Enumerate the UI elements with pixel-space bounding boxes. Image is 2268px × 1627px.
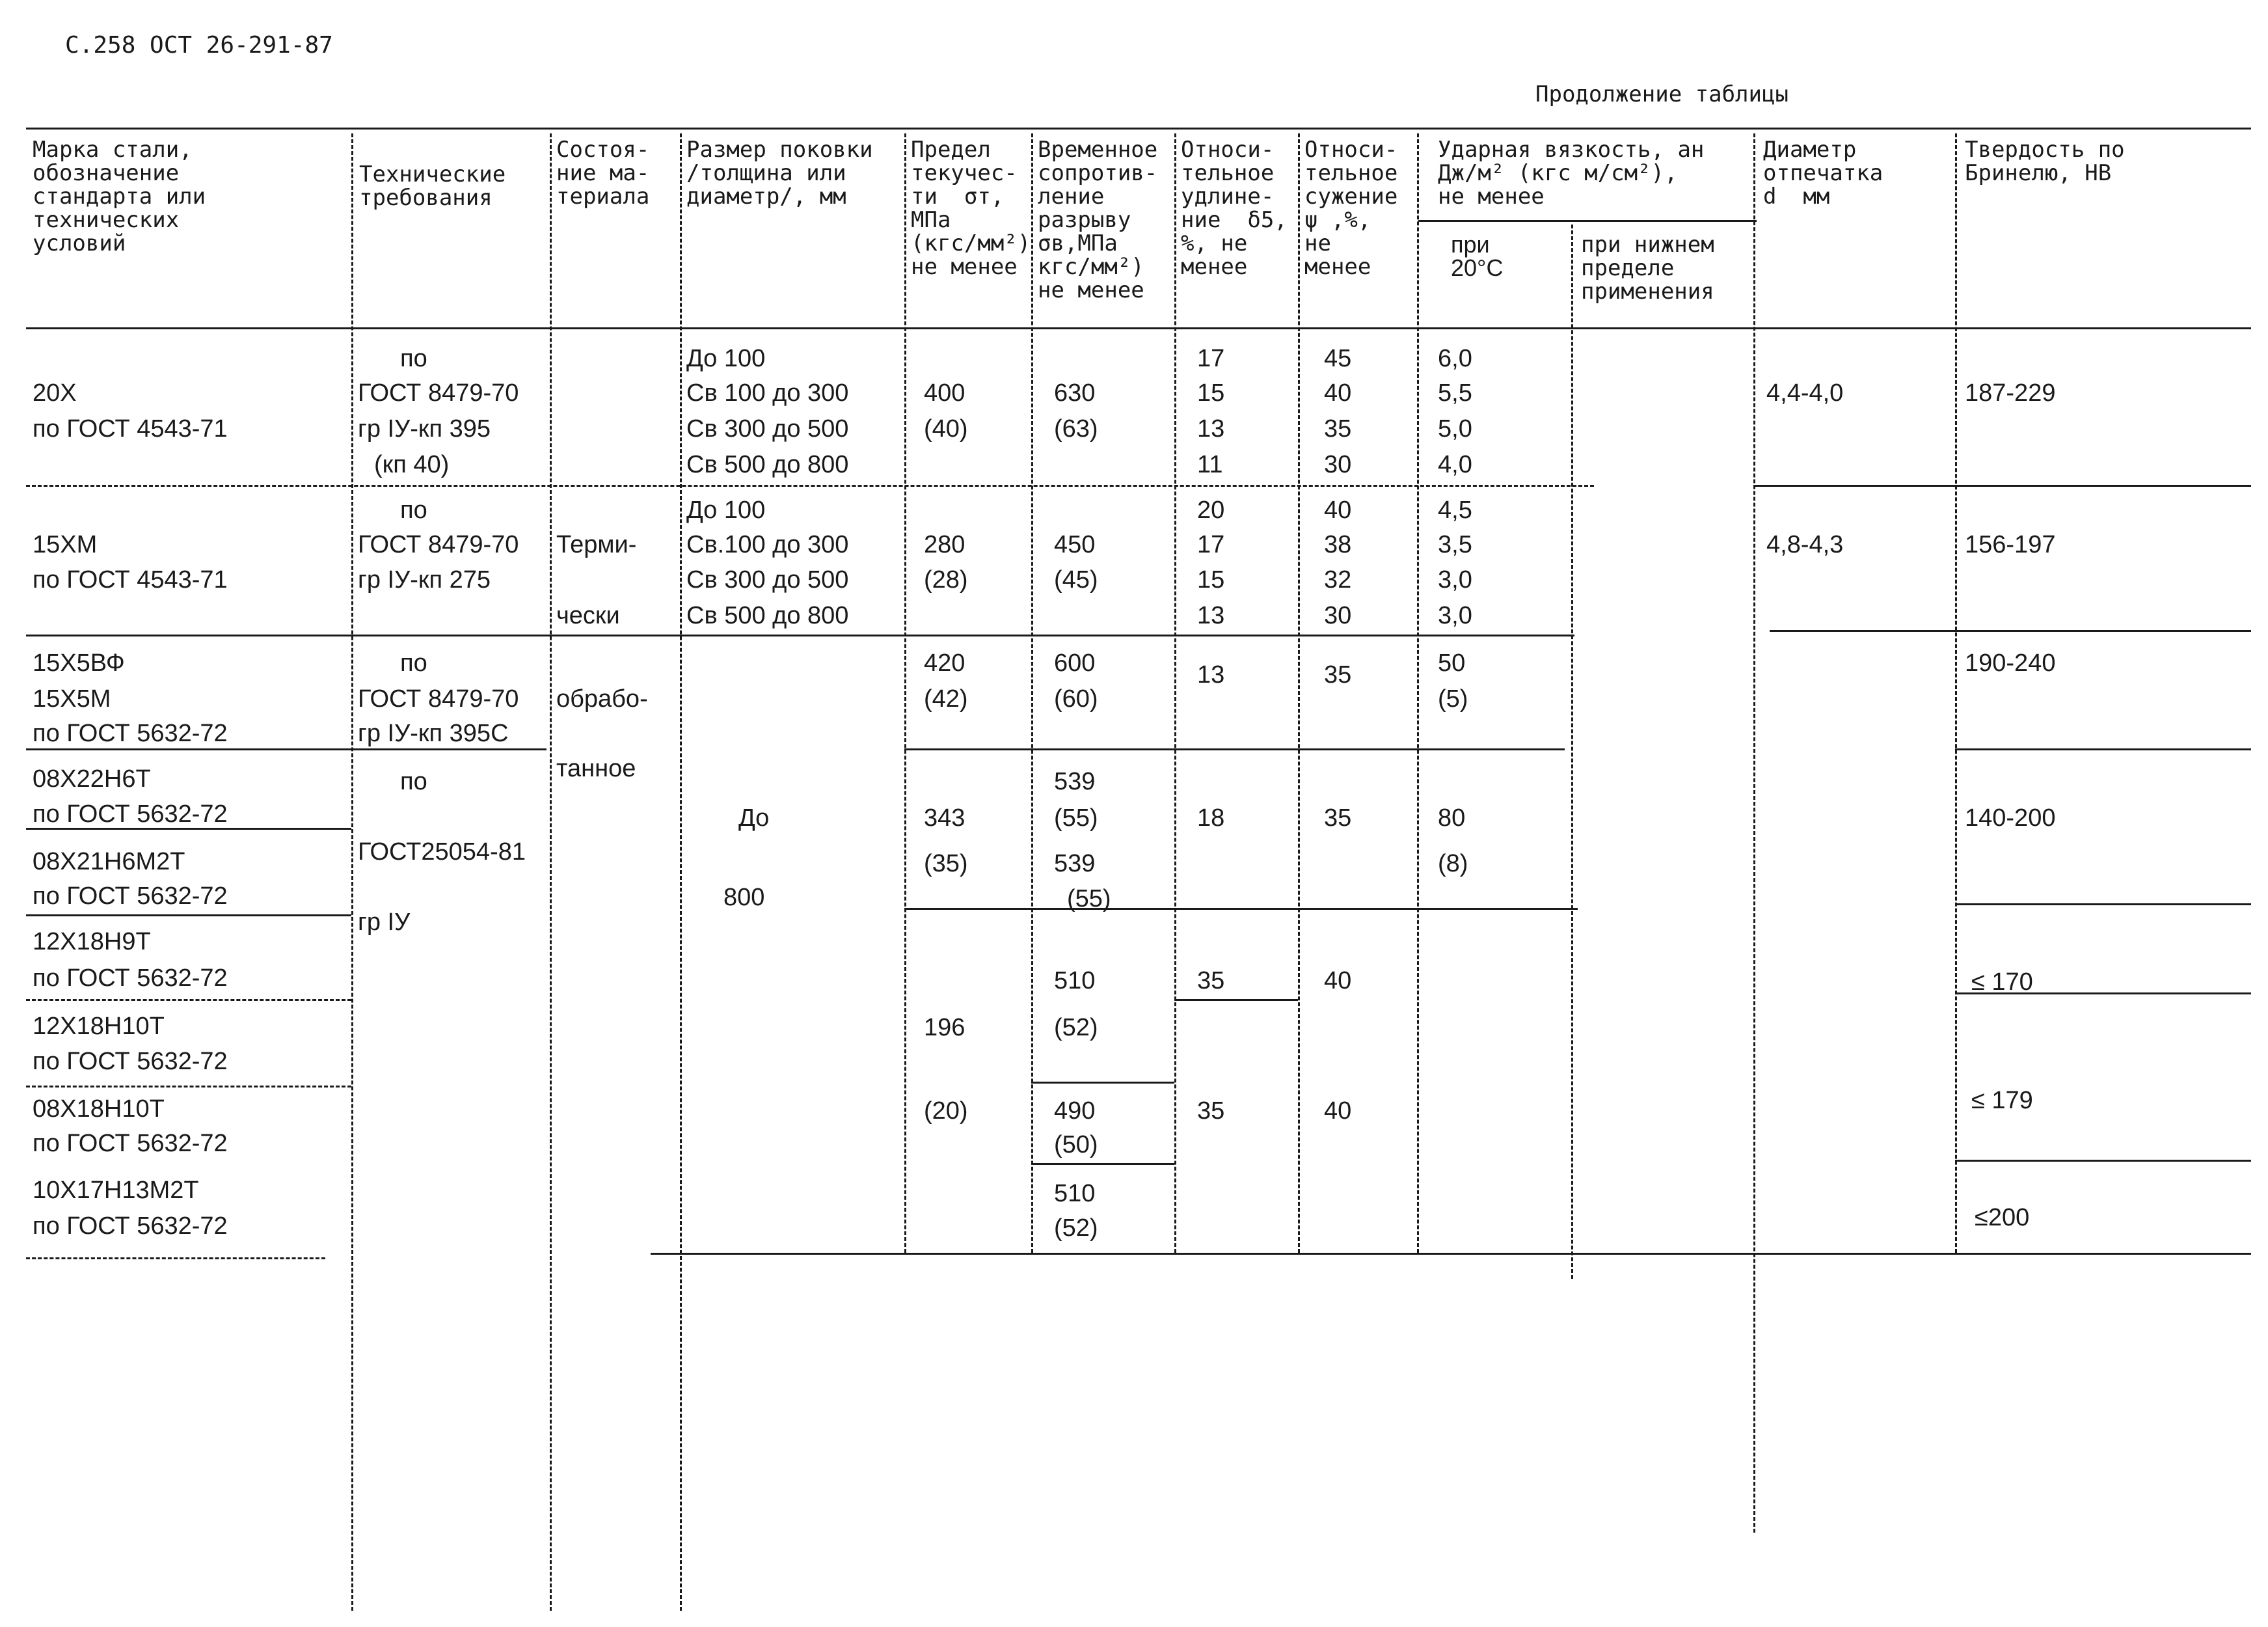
lower-elong: 35 bbox=[1197, 1097, 1225, 1125]
lower-grade-std: по ГОСТ 5632-72 bbox=[33, 800, 228, 828]
page-header: С.258 ОСТ 26-291-87 bbox=[65, 32, 333, 59]
col-sep-11 bbox=[1955, 133, 1957, 1253]
g1-impact: 6,0 bbox=[1438, 345, 1472, 372]
impact-subheader-rule bbox=[1418, 220, 1757, 222]
g2-elong: 20 bbox=[1197, 497, 1225, 524]
g2-hardness: 156-197 bbox=[1965, 531, 2056, 558]
col-sep-4 bbox=[904, 133, 906, 1253]
g1-tensile: 630 bbox=[1054, 379, 1096, 407]
g3-elong: 13 bbox=[1197, 661, 1225, 689]
g3-tech: гр IУ-кп 395С bbox=[358, 720, 509, 747]
group1-bottom-rule-right bbox=[1753, 485, 2251, 487]
g2-size: Св.100 до 300 bbox=[686, 531, 849, 558]
g3-contr: 35 bbox=[1324, 661, 1352, 689]
lower-yield: (20) bbox=[924, 1097, 968, 1125]
g1-contr: 40 bbox=[1324, 379, 1352, 407]
g1-impact: 5,5 bbox=[1438, 379, 1472, 407]
g1-contr: 45 bbox=[1324, 345, 1352, 372]
header-size: Размер поковки /толщина или диаметр/, мм bbox=[686, 137, 873, 210]
group1-bottom-rule bbox=[26, 485, 1594, 487]
g1-diameter: 4,4-4,0 bbox=[1766, 379, 1844, 407]
g3-impact: (5) bbox=[1438, 685, 1468, 713]
lower-tensile: (55) bbox=[1054, 804, 1098, 832]
lower-hb-rule bbox=[1955, 903, 2251, 905]
lower-impact: 80 bbox=[1438, 804, 1466, 832]
g3-grade: 15Х5М bbox=[33, 685, 111, 713]
lower-tensile: 510 bbox=[1054, 967, 1096, 994]
group2-bottom-rule-right bbox=[1770, 630, 2251, 632]
g2-yield: (28) bbox=[924, 566, 968, 594]
header-top-rule bbox=[26, 128, 2251, 130]
col-sep-1 bbox=[351, 133, 353, 1611]
header-state: Состоя- ние ма- териала bbox=[556, 137, 650, 210]
lower-contr: 40 bbox=[1324, 967, 1352, 994]
continuation-label: Продолжение таблицы bbox=[1535, 81, 1789, 107]
g1-elong: 17 bbox=[1197, 345, 1225, 372]
g2-impact: 3,0 bbox=[1438, 602, 1472, 629]
g2-impact: 3,5 bbox=[1438, 531, 1472, 558]
lower-hardness: ≤ 170 bbox=[1971, 968, 2033, 996]
g2-diameter: 4,8-4,3 bbox=[1766, 531, 1844, 558]
g2-tech: по bbox=[400, 497, 427, 524]
g1-size: Св 100 до 300 bbox=[686, 379, 849, 407]
lower-grade: 10Х17Н13М2Т bbox=[33, 1177, 199, 1204]
g2-tensile: (45) bbox=[1054, 566, 1098, 594]
g2-tensile: 450 bbox=[1054, 531, 1096, 558]
col-sep-2 bbox=[550, 133, 552, 1611]
col-sep-7 bbox=[1298, 133, 1300, 1253]
state-text: обрабо- bbox=[556, 685, 648, 713]
g2-contr: 30 bbox=[1324, 602, 1352, 629]
g1-hardness: 187-229 bbox=[1965, 379, 2056, 407]
lower-grade: 12Х18Н10Т bbox=[33, 1013, 165, 1040]
state-text: танное bbox=[556, 755, 636, 782]
g2-contr: 38 bbox=[1324, 531, 1352, 558]
lower-tensile: (52) bbox=[1054, 1214, 1098, 1242]
lower-bottom-rule bbox=[26, 1257, 325, 1259]
g1-yield: 400 bbox=[924, 379, 965, 407]
g3-grade-std: по ГОСТ 5632-72 bbox=[33, 720, 228, 747]
header-tensile: Временное сопротив- ление разрыву σв,МПа кгс/мм²) не менее bbox=[1038, 137, 1158, 303]
lower-hardness: ≤200 bbox=[1975, 1204, 2030, 1231]
lower-contr: 35 bbox=[1324, 804, 1352, 832]
lower-tech: ГОСТ25054-81 bbox=[358, 838, 526, 866]
lower-tensile: 490 bbox=[1054, 1097, 1096, 1125]
col-sep-5 bbox=[1031, 133, 1033, 1253]
g3-yield: (42) bbox=[924, 685, 968, 713]
header-yield: Предел текучес- ти σт, МПа (кгс/мм²) не менее bbox=[911, 137, 1031, 280]
g1-grade-std: по ГОСТ 4543-71 bbox=[33, 415, 228, 443]
g2-elong: 17 bbox=[1197, 531, 1225, 558]
g2-grade: 15ХМ bbox=[33, 531, 98, 558]
lower-elong: 35 bbox=[1197, 967, 1225, 994]
g1-elong: 15 bbox=[1197, 379, 1225, 407]
lower-size: 800 bbox=[723, 884, 765, 911]
lower-bottom-rule-right bbox=[651, 1253, 2251, 1255]
lower-tech: гр IУ bbox=[358, 909, 411, 936]
g3-tensile: 600 bbox=[1054, 649, 1096, 677]
g2-contr: 32 bbox=[1324, 566, 1352, 594]
lower-row-rule bbox=[26, 914, 351, 916]
g1-grade: 20Х bbox=[33, 379, 77, 407]
lower-tensile: (50) bbox=[1054, 1131, 1098, 1158]
lower-grade-std: по ГОСТ 5632-72 bbox=[33, 1212, 228, 1240]
header-hardness: Твердость по Бринелю, НВ bbox=[1965, 137, 2125, 186]
g1-size: До 100 bbox=[686, 345, 766, 372]
g2-grade-std: по ГОСТ 4543-71 bbox=[33, 566, 228, 594]
g2-elong: 15 bbox=[1197, 566, 1225, 594]
g2-size: До 100 bbox=[686, 497, 766, 524]
lower-hardness: 140-200 bbox=[1965, 804, 2056, 832]
header-impact: Ударная вязкость, ан Дж/м² (кгс м/см²), не менее bbox=[1438, 137, 1705, 210]
g3-hardness: 190-240 bbox=[1965, 649, 2056, 677]
lower-yield: 343 bbox=[924, 804, 965, 832]
header-grade: Марка стали, обозначение стандарта или технических условий bbox=[33, 137, 206, 256]
col-sep-10 bbox=[1753, 133, 1755, 1533]
lower-grade: 08Х21Н6М2Т bbox=[33, 848, 185, 875]
g2-contr: 40 bbox=[1324, 497, 1352, 524]
lower-grade: 12Х18Н9Т bbox=[33, 928, 151, 955]
g3-impact: 50 bbox=[1438, 649, 1466, 677]
g1-elong: 11 bbox=[1197, 451, 1223, 478]
group3-bottom-rule-right bbox=[1955, 748, 2251, 750]
lower-tensile: 539 bbox=[1054, 768, 1096, 795]
lower-grade-std: по ГОСТ 5632-72 bbox=[33, 964, 228, 992]
g1-impact: 4,0 bbox=[1438, 451, 1472, 478]
g3-grade: 15Х5ВФ bbox=[33, 649, 125, 677]
lower-contr: 40 bbox=[1324, 1097, 1352, 1125]
lower-grade: 08Х18Н10Т bbox=[33, 1095, 165, 1123]
group3-bottom-rule-mid bbox=[904, 748, 1565, 750]
g1-tensile: (63) bbox=[1054, 415, 1098, 443]
g1-contr: 30 bbox=[1324, 451, 1352, 478]
col-sep-8 bbox=[1417, 133, 1419, 1253]
g2-impact: 3,0 bbox=[1438, 566, 1472, 594]
lower-tensile: 510 bbox=[1054, 1180, 1096, 1207]
col-sep-3 bbox=[680, 133, 682, 1611]
g3-tech: ГОСТ 8479-70 bbox=[358, 685, 519, 713]
header-imprint-diameter: Диаметр отпечатка d мм bbox=[1763, 137, 1883, 210]
state-text: чески bbox=[556, 602, 620, 629]
g2-size: Св 500 до 800 bbox=[686, 602, 849, 629]
lower-row-rule bbox=[26, 999, 351, 1001]
g1-tech: по bbox=[400, 345, 427, 372]
g1-size: Св 300 до 500 bbox=[686, 415, 849, 443]
g1-contr: 35 bbox=[1324, 415, 1352, 443]
g1-elong: 13 bbox=[1197, 415, 1225, 443]
g1-size: Св 500 до 800 bbox=[686, 451, 849, 478]
col-sep-9 bbox=[1571, 225, 1573, 1279]
g1-tech: (кп 40) bbox=[374, 451, 450, 478]
g2-yield: 280 bbox=[924, 531, 965, 558]
header-tech: Технические требования bbox=[359, 161, 506, 211]
lower-tensile: 539 bbox=[1054, 850, 1096, 877]
lower-elong-rule bbox=[1174, 999, 1298, 1001]
lower-grade-std: по ГОСТ 5632-72 bbox=[33, 1130, 228, 1157]
header-contraction: Относи- тельное сужение ψ ,%, не менее bbox=[1304, 137, 1398, 280]
group3-bottom-rule bbox=[26, 748, 547, 750]
g1-yield: (40) bbox=[924, 415, 968, 443]
g2-elong: 13 bbox=[1197, 602, 1225, 629]
header-elongation: Относи- тельное удлине- ние δ5, %, не менее bbox=[1181, 137, 1288, 280]
g2-tech: гр IУ-кп 275 bbox=[358, 566, 491, 594]
lower-row-rule bbox=[26, 828, 351, 830]
lower-tensile-rule bbox=[1031, 1163, 1174, 1165]
lower-grade: 08Х22Н6Т bbox=[33, 765, 151, 793]
lower-grade-std: по ГОСТ 5632-72 bbox=[33, 882, 228, 910]
lower-grade-std: по ГОСТ 5632-72 bbox=[33, 1048, 228, 1075]
group2-bottom-rule bbox=[26, 635, 1574, 636]
g2-tech: ГОСТ 8479-70 bbox=[358, 531, 519, 558]
header-bottom-rule bbox=[26, 327, 2251, 329]
g1-tech: гр IУ-кп 395 bbox=[358, 415, 491, 443]
lower-yield: 196 bbox=[924, 1014, 965, 1041]
lower-hb-rule bbox=[1955, 1160, 2251, 1162]
g2-impact: 4,5 bbox=[1438, 497, 1472, 524]
lower-tensile-rule bbox=[1031, 1082, 1174, 1084]
lower-mid-rule bbox=[904, 908, 1578, 910]
g3-tensile: (60) bbox=[1054, 685, 1098, 713]
lower-size: До bbox=[738, 804, 770, 832]
g1-impact: 5,0 bbox=[1438, 415, 1472, 443]
lower-row-rule bbox=[26, 1086, 351, 1087]
g2-size: Св 300 до 500 bbox=[686, 566, 849, 594]
lower-tensile: (52) bbox=[1054, 1014, 1098, 1041]
header-impact-20: при 20°С bbox=[1451, 231, 1504, 281]
lower-elong: 18 bbox=[1197, 804, 1225, 832]
lower-impact: (8) bbox=[1438, 850, 1468, 877]
lower-yield: (35) bbox=[924, 850, 968, 877]
lower-hardness: ≤ 179 bbox=[1971, 1087, 2033, 1114]
lower-tech: по bbox=[400, 768, 427, 795]
header-impact-low: при нижнем пределе применения bbox=[1581, 232, 1714, 305]
g3-tech: по bbox=[400, 649, 427, 677]
g3-yield: 420 bbox=[924, 649, 965, 677]
g1-tech: ГОСТ 8479-70 bbox=[358, 379, 519, 407]
lower-tensile: (55) bbox=[1067, 885, 1111, 912]
state-text: Терми- bbox=[556, 531, 637, 558]
col-sep-6 bbox=[1174, 133, 1176, 1253]
